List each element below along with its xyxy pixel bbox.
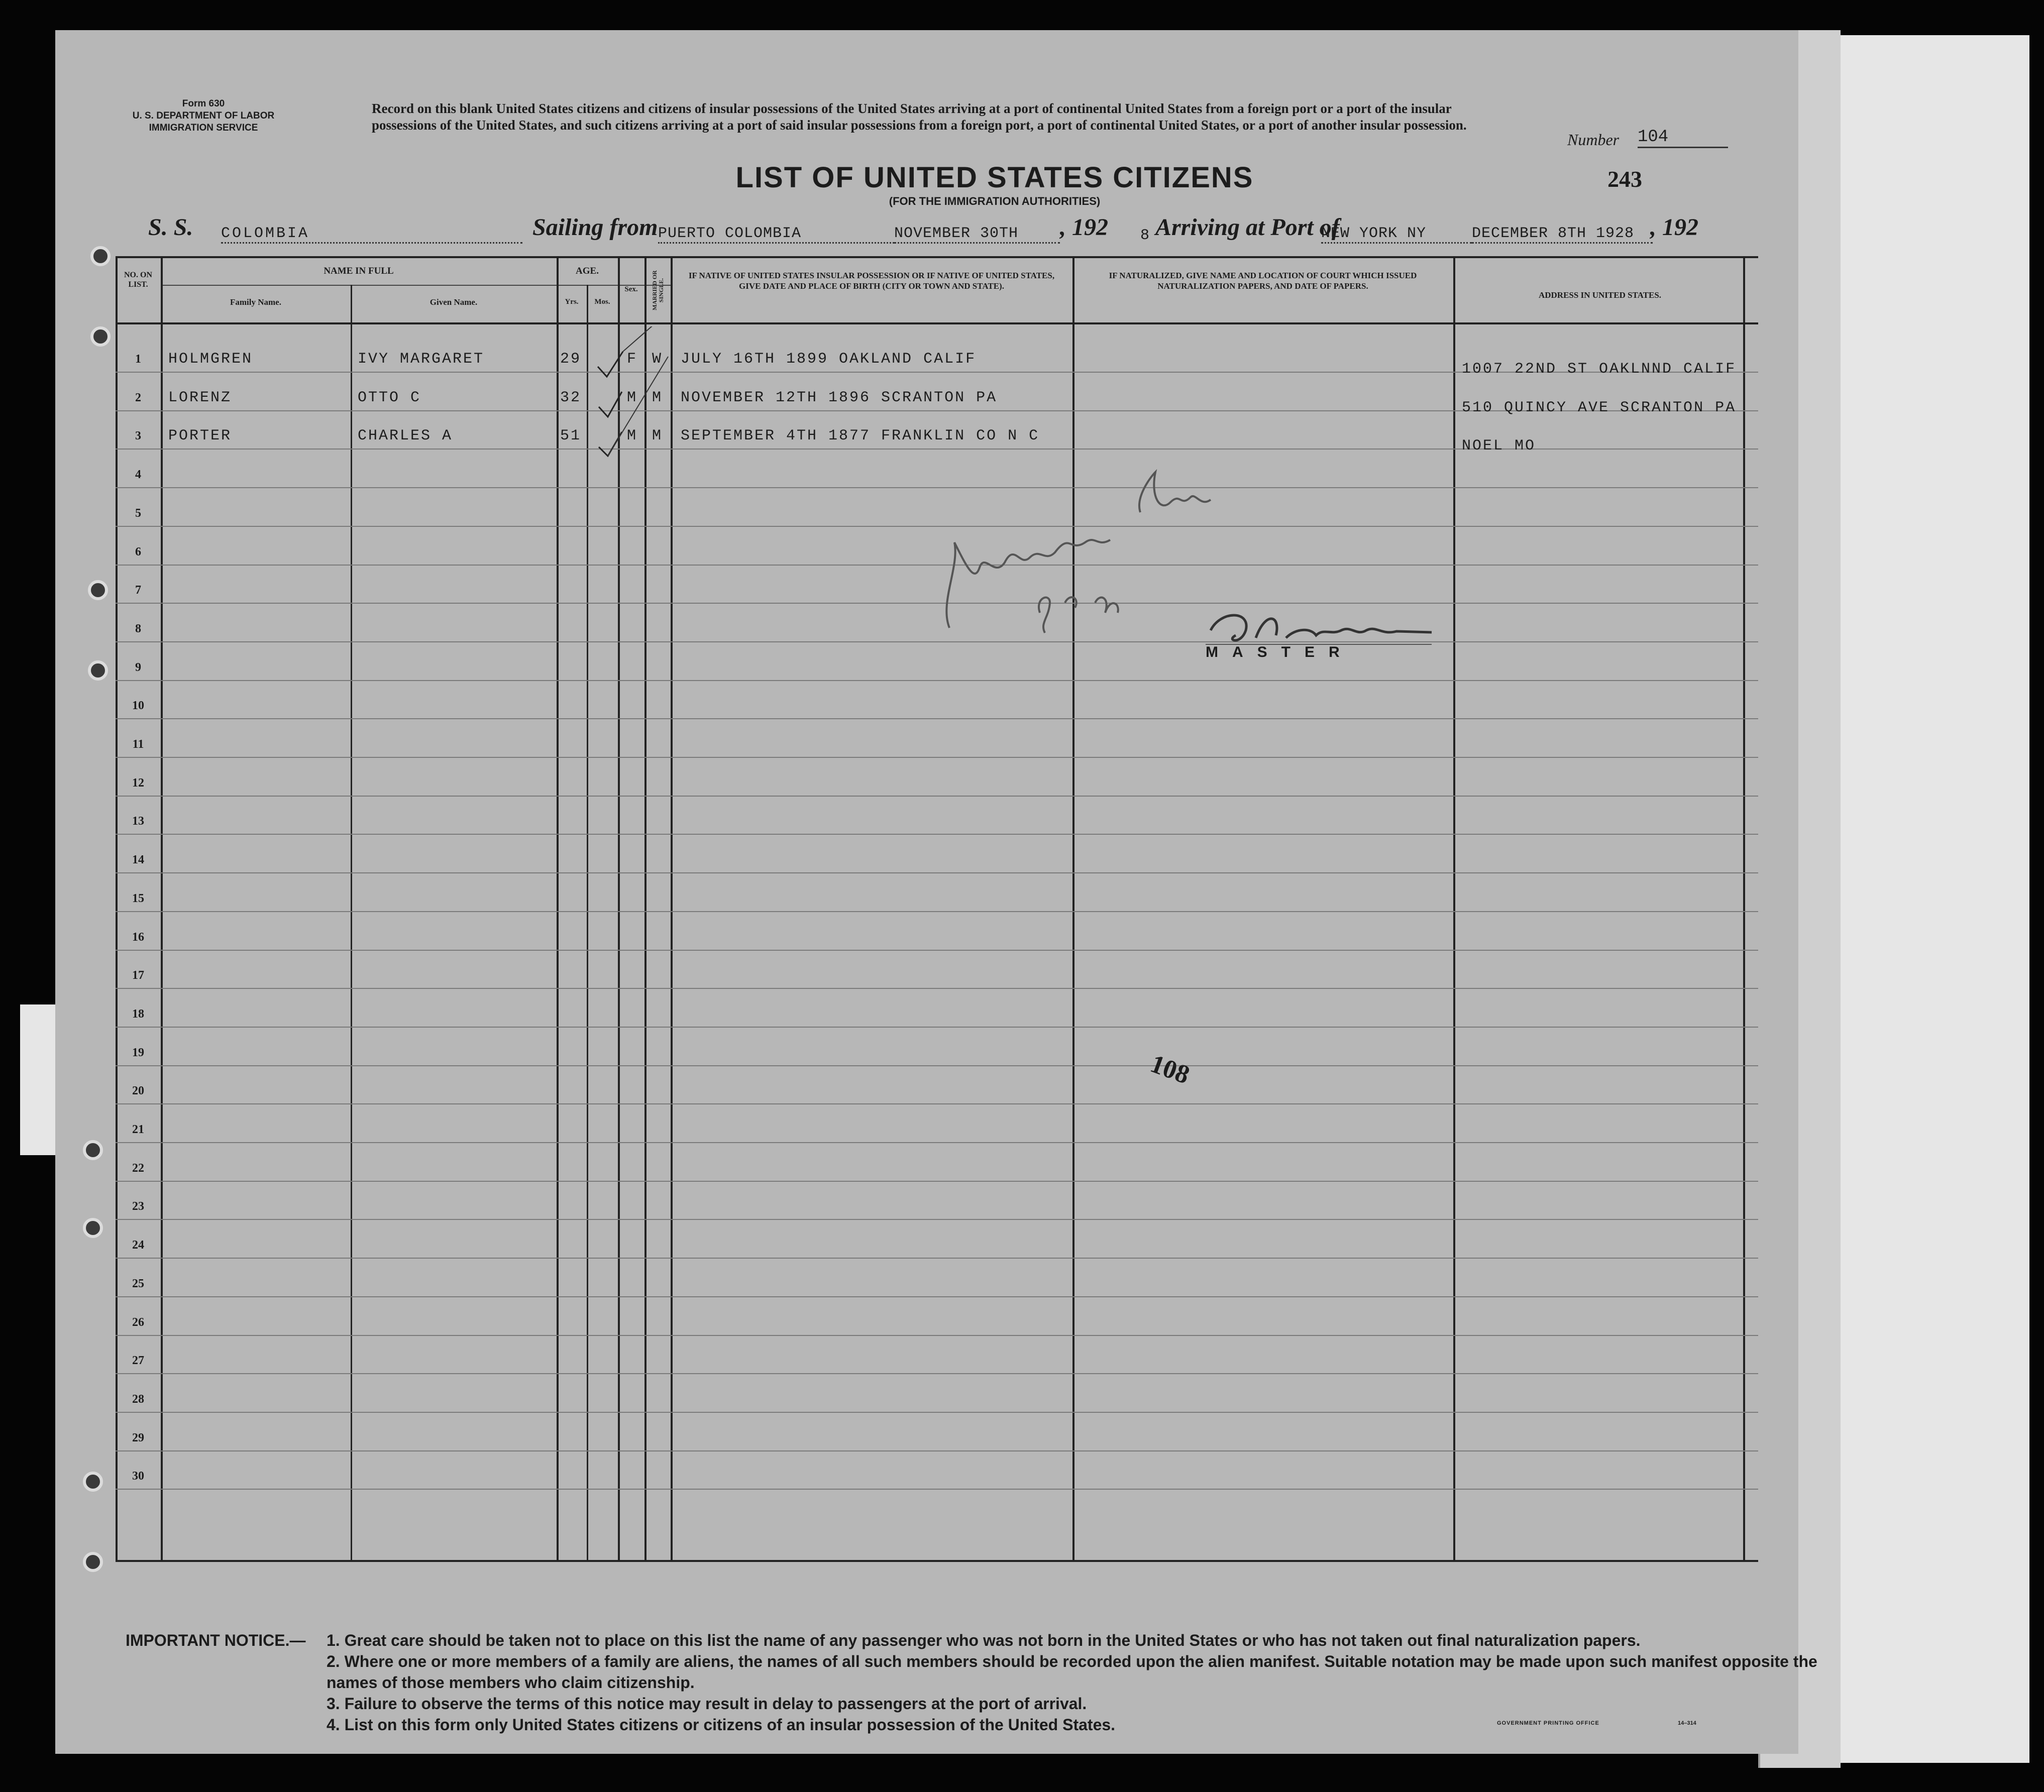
arriving-label: Arriving at Port of bbox=[1155, 214, 1340, 241]
stamped-number: 108 bbox=[1146, 1049, 1194, 1090]
row-rule bbox=[116, 757, 1758, 758]
row-rule bbox=[116, 1296, 1758, 1297]
table-bottom-border bbox=[116, 1560, 1758, 1562]
ship-name: COLOMBIA bbox=[221, 225, 522, 244]
column-divider bbox=[557, 256, 559, 1562]
header-age-yrs: Yrs. bbox=[565, 298, 579, 306]
age-years-cell: 32 bbox=[560, 389, 582, 406]
row-number: 1 bbox=[135, 353, 141, 366]
row-number: 9 bbox=[135, 660, 141, 674]
binding-hole bbox=[90, 246, 111, 266]
row-rule bbox=[116, 872, 1758, 873]
binding-hole bbox=[88, 660, 108, 681]
header-address: ADDRESS IN UNITED STATES. bbox=[1538, 290, 1662, 300]
ss-label: S. S. bbox=[148, 214, 193, 241]
row-rule bbox=[116, 1219, 1758, 1220]
sex-cell: F bbox=[627, 351, 638, 368]
family-name-cell: PORTER bbox=[168, 427, 232, 445]
notice-item: 1. Great care should be taken not to place on this list the name of any passenger who was not born in the United States or who has not taken out final naturalization papers. bbox=[327, 1631, 1641, 1649]
header-family-name: Family Name. bbox=[230, 297, 281, 307]
page-title: LIST OF UNITED STATES CITIZENS bbox=[735, 161, 1254, 194]
row-number: 19 bbox=[132, 1046, 144, 1059]
notice-items bbox=[327, 1630, 1834, 1735]
birth-info-cell: NOVEMBER 12TH 1896 SCRANTON PA bbox=[681, 389, 998, 406]
header-no-on-list: NO. ON LIST. bbox=[124, 271, 152, 289]
column-divider bbox=[161, 256, 163, 1562]
binding-hole bbox=[90, 326, 111, 347]
binding-tab bbox=[20, 1004, 56, 1155]
row-number: 15 bbox=[132, 891, 144, 905]
birth-info-cell: JULY 16TH 1899 OAKLAND CALIF bbox=[681, 351, 977, 368]
family-name-cell: LORENZ bbox=[168, 389, 232, 406]
notice-item: 3. Failure to observe the terms of this notice may result in delay to passengers at the port of arrival. bbox=[327, 1695, 1087, 1713]
row-rule bbox=[116, 1181, 1758, 1182]
arrival-date: DECEMBER 8TH 1928 bbox=[1472, 225, 1653, 244]
service-name: IMMIGRATION SERVICE bbox=[149, 123, 258, 133]
header-naturalization: IF NATURALIZED, GIVE NAME AND LOCATION OF COURT WHICH ISSUED NATURALIZATION PAPERS, AND DATE OF PAPERS. bbox=[1109, 271, 1417, 291]
row-number: 11 bbox=[132, 738, 144, 751]
form-number: Form 630 bbox=[182, 98, 225, 109]
row-rule bbox=[116, 796, 1758, 797]
header-name-in-full: NAME IN FULL bbox=[324, 266, 394, 276]
row-rule bbox=[116, 1412, 1758, 1413]
row-rule bbox=[116, 1373, 1758, 1374]
row-number: 30 bbox=[132, 1470, 144, 1483]
sailing-date: NOVEMBER 30TH bbox=[894, 225, 1060, 244]
row-rule bbox=[116, 950, 1758, 951]
row-number: 8 bbox=[135, 622, 141, 635]
row-number: 23 bbox=[132, 1200, 144, 1213]
table-top-border bbox=[116, 256, 1758, 258]
binding-hole bbox=[88, 580, 108, 600]
row-rule bbox=[116, 911, 1758, 912]
row-number: 27 bbox=[132, 1354, 144, 1368]
row-number: 21 bbox=[132, 1123, 144, 1136]
row-number: 5 bbox=[135, 506, 141, 520]
address-cell: 510 QUINCY AVE SCRANTON PA bbox=[1462, 399, 1737, 416]
row-number: 24 bbox=[132, 1239, 144, 1252]
row-number: 17 bbox=[132, 969, 144, 982]
row-number: 28 bbox=[132, 1392, 144, 1406]
row-number: 7 bbox=[135, 584, 141, 597]
row-number: 3 bbox=[135, 429, 141, 443]
address-cell: NOEL MO bbox=[1462, 437, 1536, 455]
table-header-border bbox=[116, 322, 1758, 324]
row-number: 6 bbox=[135, 545, 141, 558]
header-sex: Sex. bbox=[624, 285, 638, 293]
print-code: 14–314 bbox=[1678, 1720, 1696, 1726]
row-rule bbox=[116, 680, 1758, 681]
marital-status-cell: M bbox=[652, 427, 663, 445]
age-years-cell: 51 bbox=[560, 427, 582, 445]
row-number: 26 bbox=[132, 1315, 144, 1329]
age-years-cell: 29 bbox=[560, 351, 582, 368]
row-number: 10 bbox=[132, 699, 144, 713]
header-age-mos: Mos. bbox=[594, 298, 610, 306]
page-subtitle: (FOR THE IMMIGRATION AUTHORITIES) bbox=[889, 195, 1101, 207]
row-number: 16 bbox=[132, 930, 144, 944]
family-name-cell: HOLMGREN bbox=[168, 351, 253, 368]
given-name-cell: CHARLES A bbox=[358, 427, 453, 445]
header-married-single: MARRIED OR SINGLE. bbox=[651, 270, 665, 310]
page-number: 243 bbox=[1607, 166, 1642, 192]
number-label: Number bbox=[1567, 131, 1620, 149]
row-rule bbox=[116, 988, 1758, 989]
row-rule bbox=[116, 1489, 1758, 1490]
marital-status-cell: M bbox=[652, 389, 663, 406]
handwritten-inspector-signature bbox=[919, 452, 1231, 643]
sailing-port: PUERTO COLOMBIA bbox=[658, 225, 894, 244]
row-number: 12 bbox=[132, 776, 144, 790]
column-divider bbox=[1453, 256, 1455, 1562]
row-rule bbox=[116, 1027, 1758, 1028]
row-rule bbox=[116, 1450, 1758, 1451]
binding-hole bbox=[83, 1140, 103, 1160]
row-number: 18 bbox=[132, 1007, 144, 1021]
sex-cell: M bbox=[627, 427, 638, 445]
given-name-cell: IVY MARGARET bbox=[358, 351, 485, 368]
row-number: 29 bbox=[132, 1431, 144, 1444]
row-number: 2 bbox=[135, 391, 141, 404]
master-label: MASTER bbox=[1206, 644, 1354, 660]
row-number: 22 bbox=[132, 1161, 144, 1175]
row-number: 20 bbox=[132, 1084, 144, 1098]
row-number: 4 bbox=[135, 468, 141, 482]
form-identifier bbox=[105, 98, 301, 134]
row-rule bbox=[116, 1142, 1758, 1143]
form-instruction: Record on this blank United States citizens and citizens of insular possessions of the United States arriving at a port of continental United States from a foreign port or a port of the insular possessions of the United States, and such citizens arriving at a port of said insular possessions from a foreign port, a port of continental United States, or a port of another insular possession. bbox=[372, 101, 1467, 133]
binding-hole bbox=[83, 1218, 103, 1238]
binding-hole bbox=[83, 1472, 103, 1492]
arrival-year-prefix: , 192 bbox=[1650, 214, 1698, 241]
row-rule bbox=[116, 834, 1758, 835]
printer-imprint: GOVERNMENT PRINTING OFFICE bbox=[1497, 1720, 1599, 1726]
sailing-label: Sailing from bbox=[532, 214, 658, 241]
column-divider bbox=[351, 285, 352, 1562]
birth-info-cell: SEPTEMBER 4TH 1877 FRANKLIN CO N C bbox=[681, 427, 1040, 445]
department-name: U. S. DEPARTMENT OF LABOR bbox=[132, 110, 275, 121]
sailing-year-prefix: , 192 bbox=[1060, 214, 1108, 241]
address-cell: 1007 22ND ST OAKLNND CALIF bbox=[1462, 361, 1737, 378]
column-divider bbox=[1743, 256, 1745, 1562]
row-rule bbox=[116, 718, 1758, 719]
row-rule bbox=[116, 1065, 1758, 1066]
notice-lead: IMPORTANT NOTICE.— bbox=[126, 1631, 306, 1649]
row-number: 25 bbox=[132, 1277, 144, 1290]
notice-item: 4. List on this form only United States citizens or citizens of an insular possession of the United States. bbox=[327, 1716, 1116, 1734]
header-given-name: Given Name. bbox=[429, 297, 478, 307]
header-birth-info: IF NATIVE OF UNITED STATES INSULAR POSSESSION OR IF NATIVE OF UNITED STATES, GIVE DATE AND PLACE OF BIRTH (CITY OR TOWN AND STATE). bbox=[688, 271, 1055, 291]
checkmark-ticks bbox=[593, 326, 683, 457]
marital-status-cell: W bbox=[652, 351, 663, 368]
row-rule bbox=[116, 1335, 1758, 1336]
given-name-cell: OTTO C bbox=[358, 389, 421, 406]
number-value: 104 bbox=[1638, 128, 1728, 148]
binding-hole bbox=[83, 1552, 103, 1572]
row-rule bbox=[116, 1103, 1758, 1104]
column-divider bbox=[587, 285, 588, 1562]
sailing-year-suffix: 8 bbox=[1140, 227, 1150, 244]
name-subheader-line bbox=[161, 285, 671, 286]
arrival-port: NEW YORK NY bbox=[1321, 225, 1472, 244]
notice-item: 2. Where one or more members of a family are aliens, the names of all such members should be recorded upon the alien manifest. Suitable notation may be made upon such manifest opposite the names of those members who claim citizenship. bbox=[327, 1652, 1817, 1692]
row-number: 13 bbox=[132, 815, 144, 828]
row-rule bbox=[116, 1258, 1758, 1259]
header-age: AGE. bbox=[576, 266, 599, 276]
sex-cell: M bbox=[627, 389, 638, 406]
row-number: 14 bbox=[132, 853, 144, 867]
